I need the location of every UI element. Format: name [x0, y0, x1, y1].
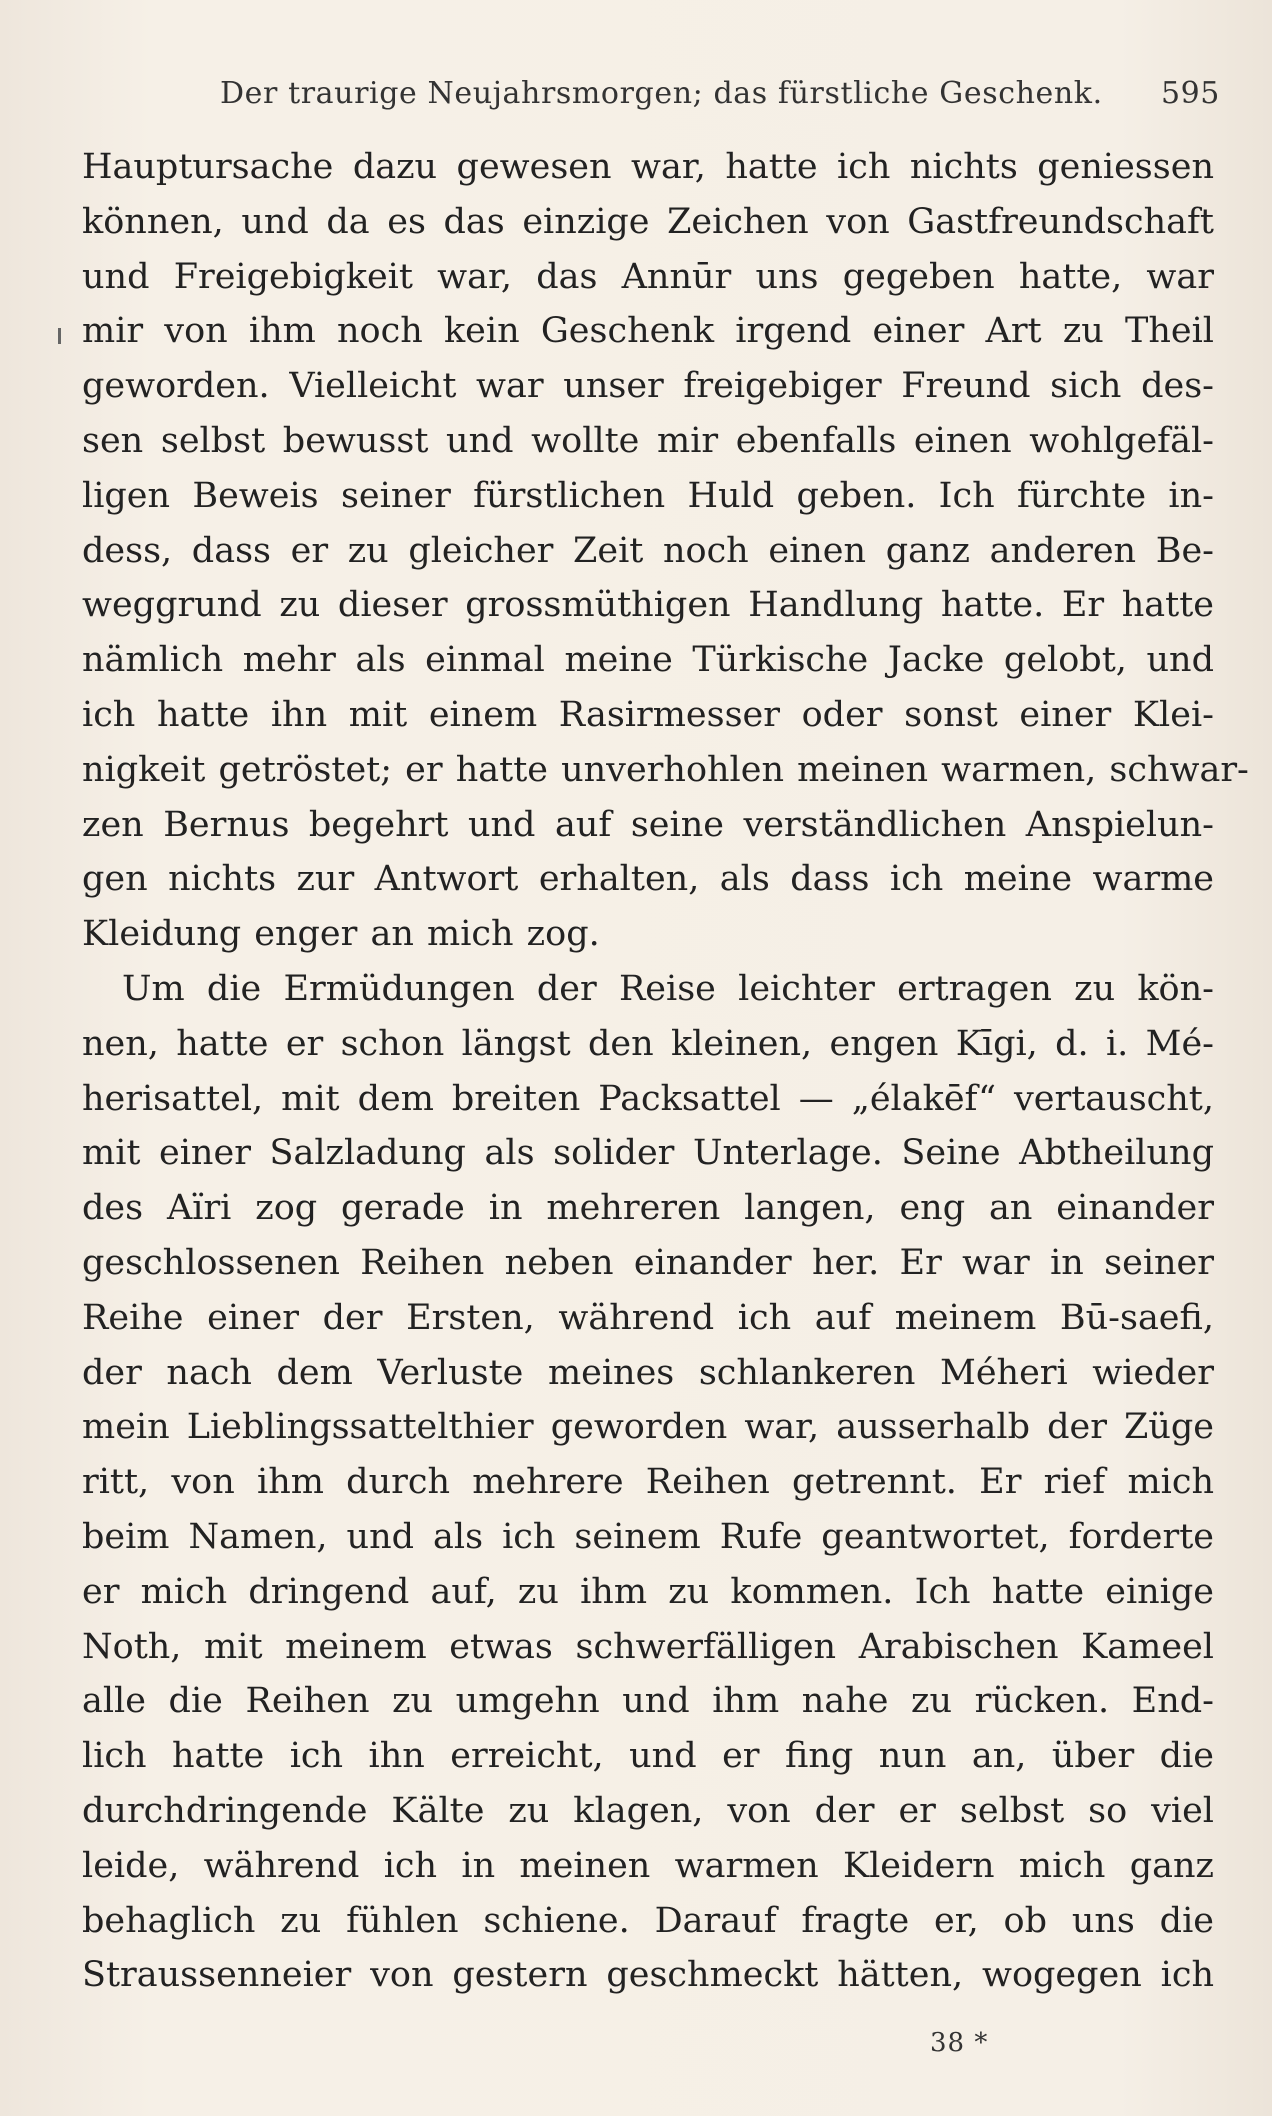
text-line: ritt, von ihm durch mehrere Reihen getrennt. Er rief mich [82, 1462, 1214, 1503]
text-line: nen, hatte er schon längst den kleinen, engen Kīgi, d. i. Mé- [82, 1023, 1214, 1064]
text-line: beim Namen, und als ich seinem Rufe geantwortet, forderte [82, 1516, 1214, 1557]
text-line: Straussenneier von gestern geschmeckt hätten, wogegen ich [82, 1955, 1214, 1996]
text-line: mit einer Salzladung als solider Unterlage. Seine Abtheilung [82, 1133, 1214, 1174]
page-number: 595 [1160, 76, 1220, 111]
text-line: dess, dass er zu gleicher Zeit noch einen ganz anderen Be- [82, 530, 1214, 571]
text-line: leide, während ich in meinen warmen Kleidern mich ganz [82, 1845, 1214, 1886]
text-line: Um die Ermüdungen der Reise leichter ertragen zu kön- [122, 968, 1214, 1009]
text-line: herisattel, mit dem breiten Packsattel — „élakēf“ vertauscht, [82, 1078, 1214, 1119]
text-line: Kleidung enger an mich zog. [82, 914, 600, 955]
text-line: können, und da es das einzige Zeichen von Gastfreundschaft [82, 201, 1214, 242]
running-head [220, 76, 1220, 116]
text-line: gen nichts zur Antwort erhalten, als dass ich meine warme [82, 859, 1214, 900]
running-head-title: Der traurige Neujahrsmorgen; das fürstliche Geschenk. [220, 76, 1103, 111]
text-line: Hauptursache dazu gewesen war, hatte ich nichts geniessen [82, 147, 1214, 187]
text-line: alle die Reihen zu umgehn und ihm nahe zu rücken. End- [82, 1681, 1214, 1722]
text-line: lich hatte ich ihn erreicht, und er fing nun an, über die [82, 1736, 1214, 1777]
text-line: durchdringende Kälte zu klagen, von der er selbst so viel [82, 1790, 1214, 1831]
signature-mark: 38 * [930, 2028, 989, 2058]
text-line: und Freigebigkeit war, das Annūr uns gegeben hatte, war [82, 256, 1214, 297]
text-line: sen selbst bewusst und wollte mir ebenfalls einen wohlgefäl- [82, 420, 1214, 461]
text-line: ligen Beweis seiner fürstlichen Huld geben. Ich fürchte in- [82, 475, 1214, 516]
text-line: weggrund zu dieser grossmüthigen Handlung hatte. Er hatte [82, 585, 1214, 626]
text-line: zen Bernus begehrt und auf seine verständlichen Anspielun- [82, 804, 1214, 845]
text-line: Reihe einer der Ersten, während ich auf meinem Bū-saefi, [82, 1297, 1214, 1338]
margin-mark [58, 328, 61, 344]
text-line: Noth, mit meinem etwas schwerfälligen Arabischen Kameel [82, 1626, 1214, 1667]
text-line: ich hatte ihn mit einem Rasirmesser oder sonst einer Klei- [82, 694, 1214, 735]
text-line: nämlich mehr als einmal meine Türkische Jacke gelobt, und [82, 640, 1214, 681]
text-line: mein Lieblingssattelthier geworden war, ausserhalb der Züge [82, 1407, 1214, 1448]
body-text [82, 140, 1249, 2003]
text-line: mir von ihm noch kein Geschenk irgend einer Art zu Theil [82, 311, 1214, 352]
text-line: nigkeit getröstet; er hatte unverhohlen meinen warmen, schwar- [82, 749, 1249, 790]
text-line: behaglich zu fühlen schiene. Darauf fragte er, ob uns die [82, 1900, 1214, 1941]
text-line: geschlossenen Reihen neben einander her. Er war in seiner [82, 1242, 1214, 1283]
text-line: des Aïri zog gerade in mehreren langen, eng an einander [82, 1188, 1214, 1229]
text-line: er mich dringend auf, zu ihm zu kommen. Ich hatte einige [82, 1571, 1214, 1612]
text-line: der nach dem Verluste meines schlankeren Méheri wieder [82, 1352, 1214, 1393]
text-line: geworden. Vielleicht war unser freigebiger Freund sich des- [82, 366, 1214, 407]
